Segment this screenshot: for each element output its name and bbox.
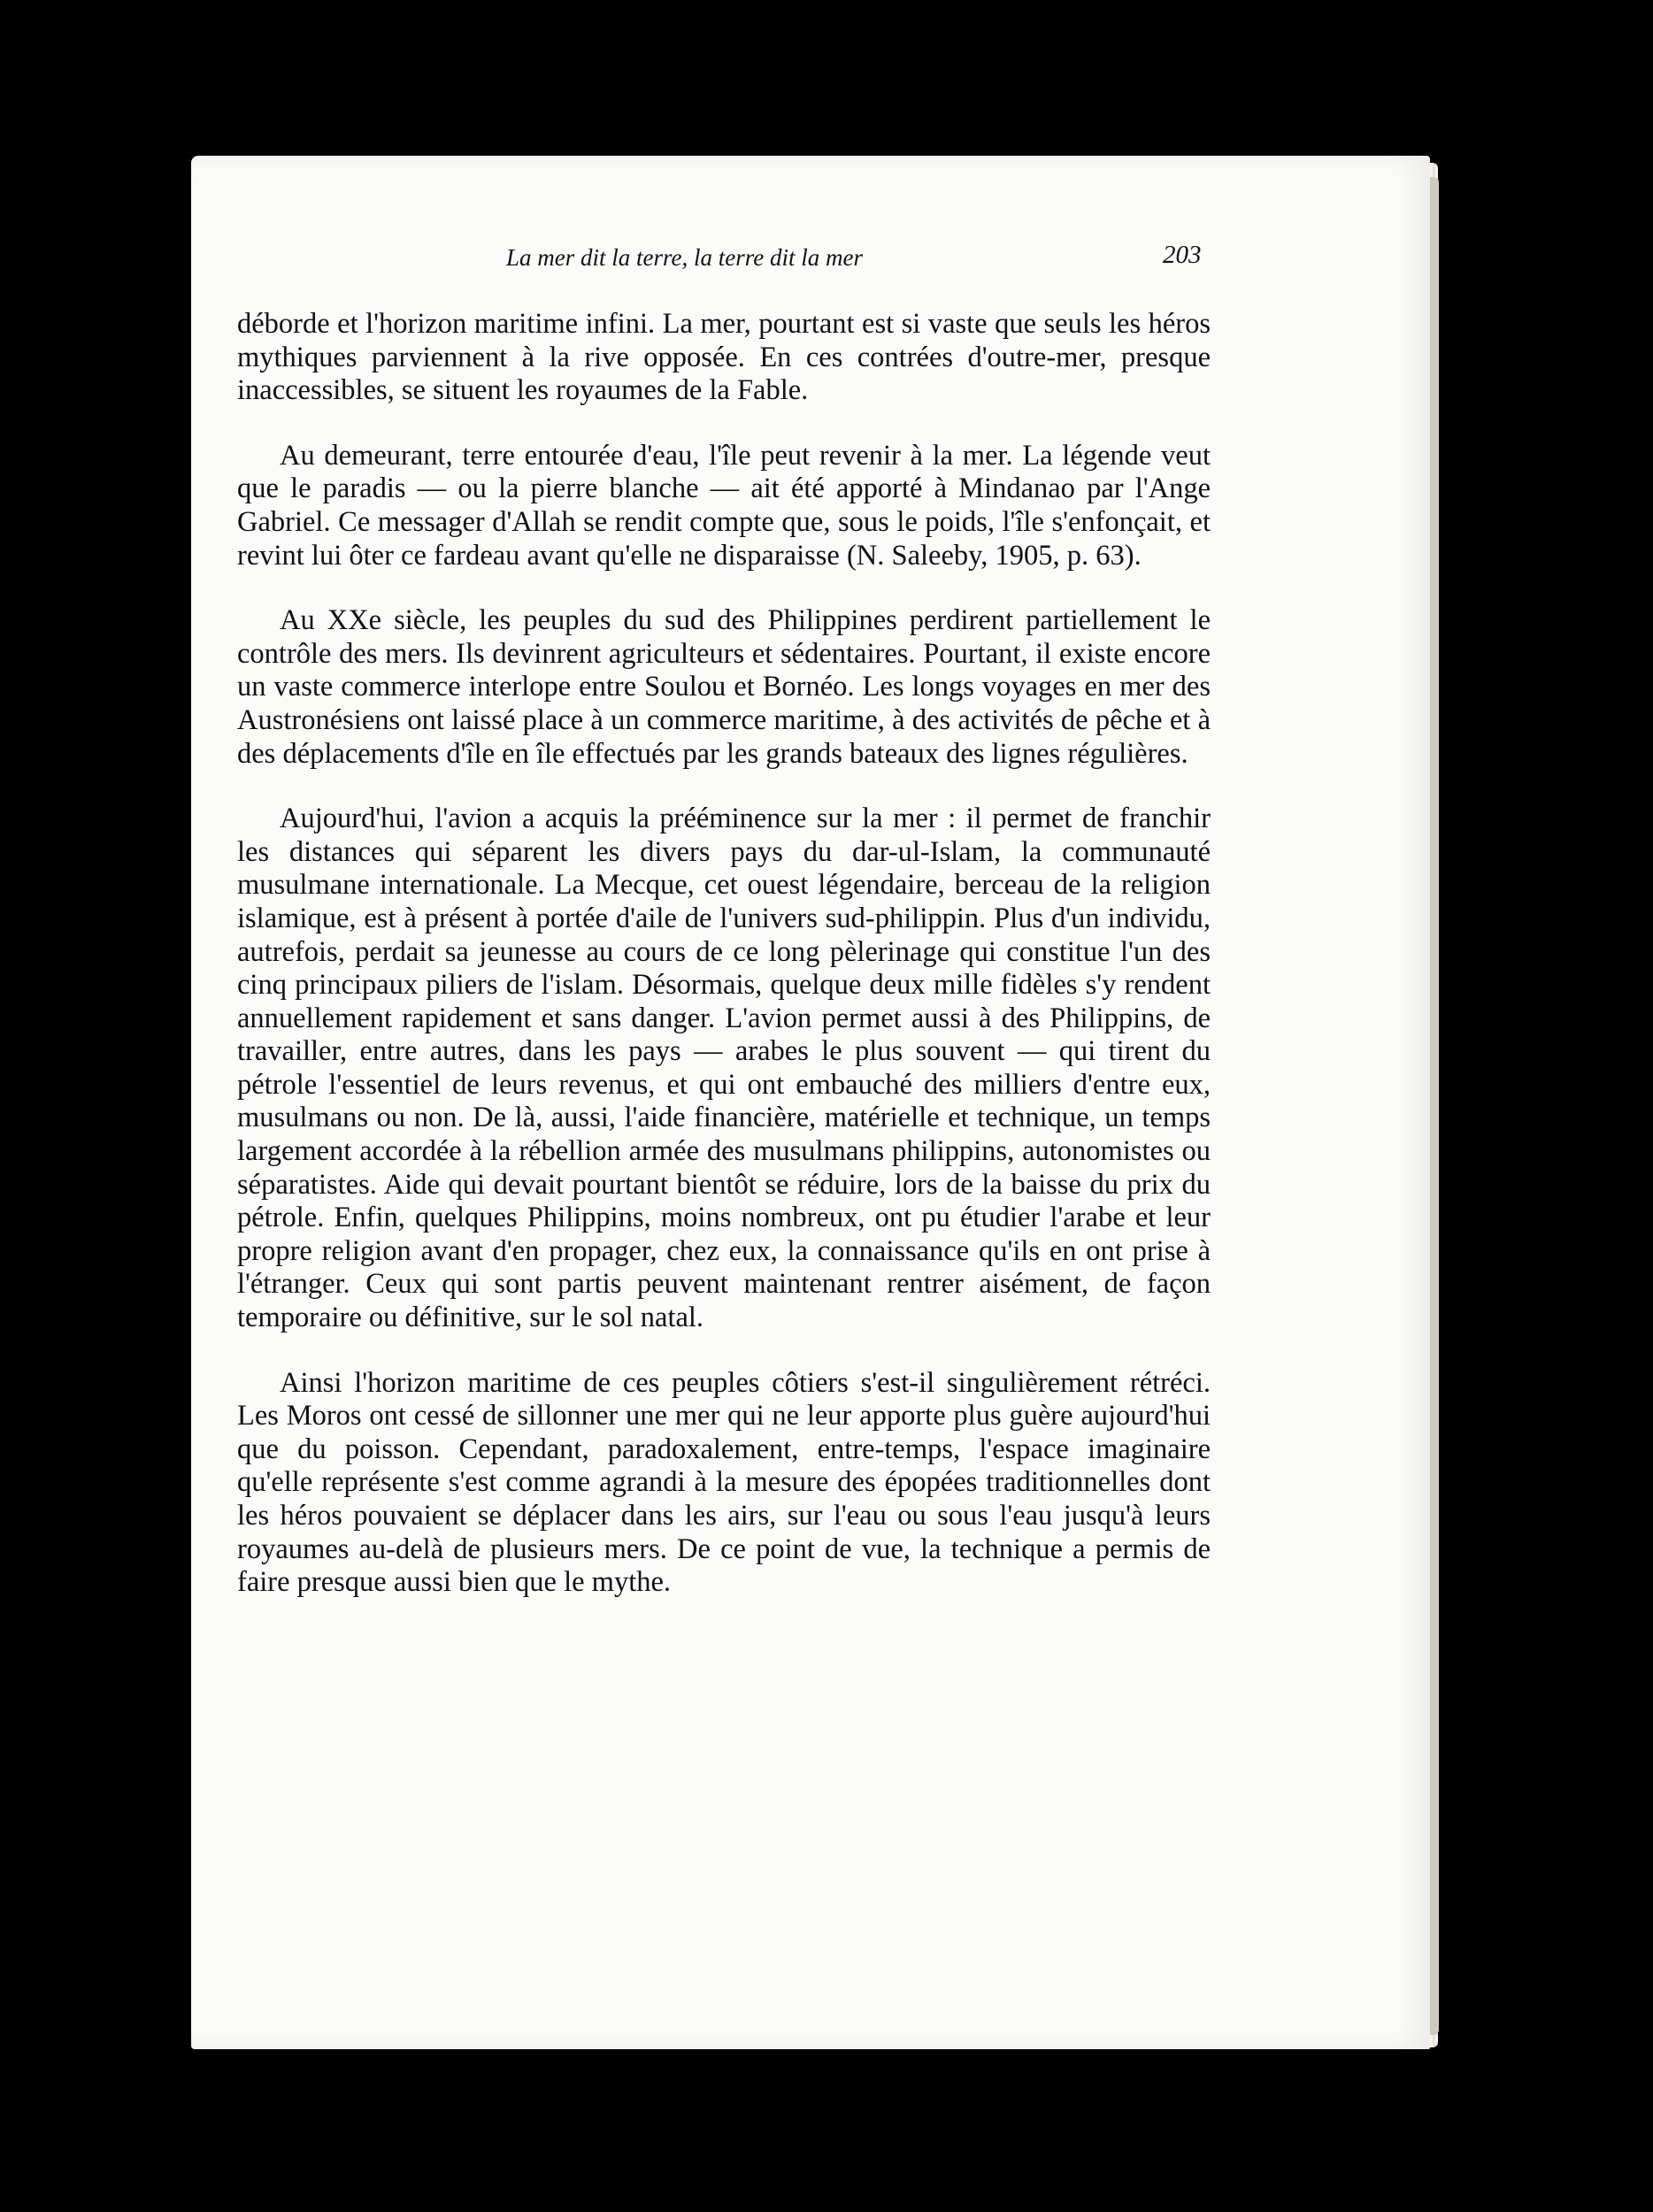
paragraph-3: Au XXe siècle, les peuples du sud des Philippines perdirent partiellement le contrôle des mers. Ils devinrent agriculteurs et sédentaires. Pourtant, il existe encore un vaste commerce interlope entre Soulou et Bornéo. Les longs voyages en mer des Austronésiens ont laissé place à un commerce maritime, à des activités de pêche et à des déplacements d'île en île effectués par les grands bateaux des lignes régulières. — [237, 604, 1211, 770]
body-text — [237, 308, 1211, 1632]
page-header — [191, 241, 1430, 280]
paragraph-2: Au demeurant, terre entourée d'eau, l'île peut revenir à la mer. La légende veut que le paradis — ou la pierre blanche — ait été apporté à Mindanao par l'Ange Gabriel. Ce messager d'Allah se rendit compte que, sous le poids, l'île s'enfonçait, et revint lui ôter ce fardeau avant qu'elle ne disparaisse (N. Saleeby, 1905, p. 63). — [237, 439, 1211, 572]
page-number: 203 — [1163, 241, 1202, 269]
book-page — [191, 156, 1430, 2049]
paragraph-5: Ainsi l'horizon maritime de ces peuples côtiers s'est-il singulièrement rétréci. Les Moros ont cessé de sillonner une mer qui ne leur apporte plus guère aujourd'hui que du poisson. Cependant, paradoxalement, entre-temps, l'espace imaginaire qu'elle représente s'est comme agrandi à la mesure des épopées traditionnelles dont les héros pouvaient se déplacer dans les airs, sur l'eau ou sous l'eau jusqu'à leurs royaumes au-delà de plusieurs mers. De ce point de vue, la technique a permis de faire presque aussi bien que le mythe. — [237, 1366, 1211, 1599]
paragraph-4: Aujourd'hui, l'avion a acquis la prééminence sur la mer : il permet de franchir les distances qui séparent les divers pays du dar-ul-Islam, la communauté musulmane internationale. La Mecque, cet ouest légendaire, berceau de la religion islamique, est à présent à portée d'aile de l'univers sud-philippin. Plus d'un individu, autrefois, perdait sa jeunesse au cours de ce long pèlerinage qui constitue l'un des cinq principaux piliers de l'islam. Désormais, quelque deux mille fidèles s'y rendent annuellement rapidement et sans danger. L'avion permet aussi à des Philippins, de travailler, entre autres, dans les pays — arabes le plus souvent — qui tirent du pétrole l'essentiel de leurs revenus, et qui ont embauché des milliers d'entre eux, musulmans ou non. De là, aussi, l'aide financière, matérielle et technique, un temps largement accordée à la rébellion armée des musulmans philippins, autonomistes ou séparatistes. Aide qui devait pourtant bientôt se réduire, lors de la baisse du prix du pétrole. Enfin, quelques Philippins, moins nombreux, ont pu étudier l'arabe et leur propre religion avant d'en propager, chez eux, la connaissance qu'ils en ont prise à l'étranger. Ceux qui sont partis peuvent maintenant rentrer aisément, de façon temporaire ou définitive, sur le sol natal. — [237, 803, 1211, 1334]
running-title: La mer dit la terre, la terre dit la mer — [506, 244, 863, 271]
paragraph-1: déborde et l'horizon maritime infini. La mer, pourtant est si vaste que seuls les héros mythiques parviennent à la rive opposée. En ces contrées d'outre-mer, presque inaccessibles, se situent les royaumes de la Fable. — [237, 308, 1211, 407]
